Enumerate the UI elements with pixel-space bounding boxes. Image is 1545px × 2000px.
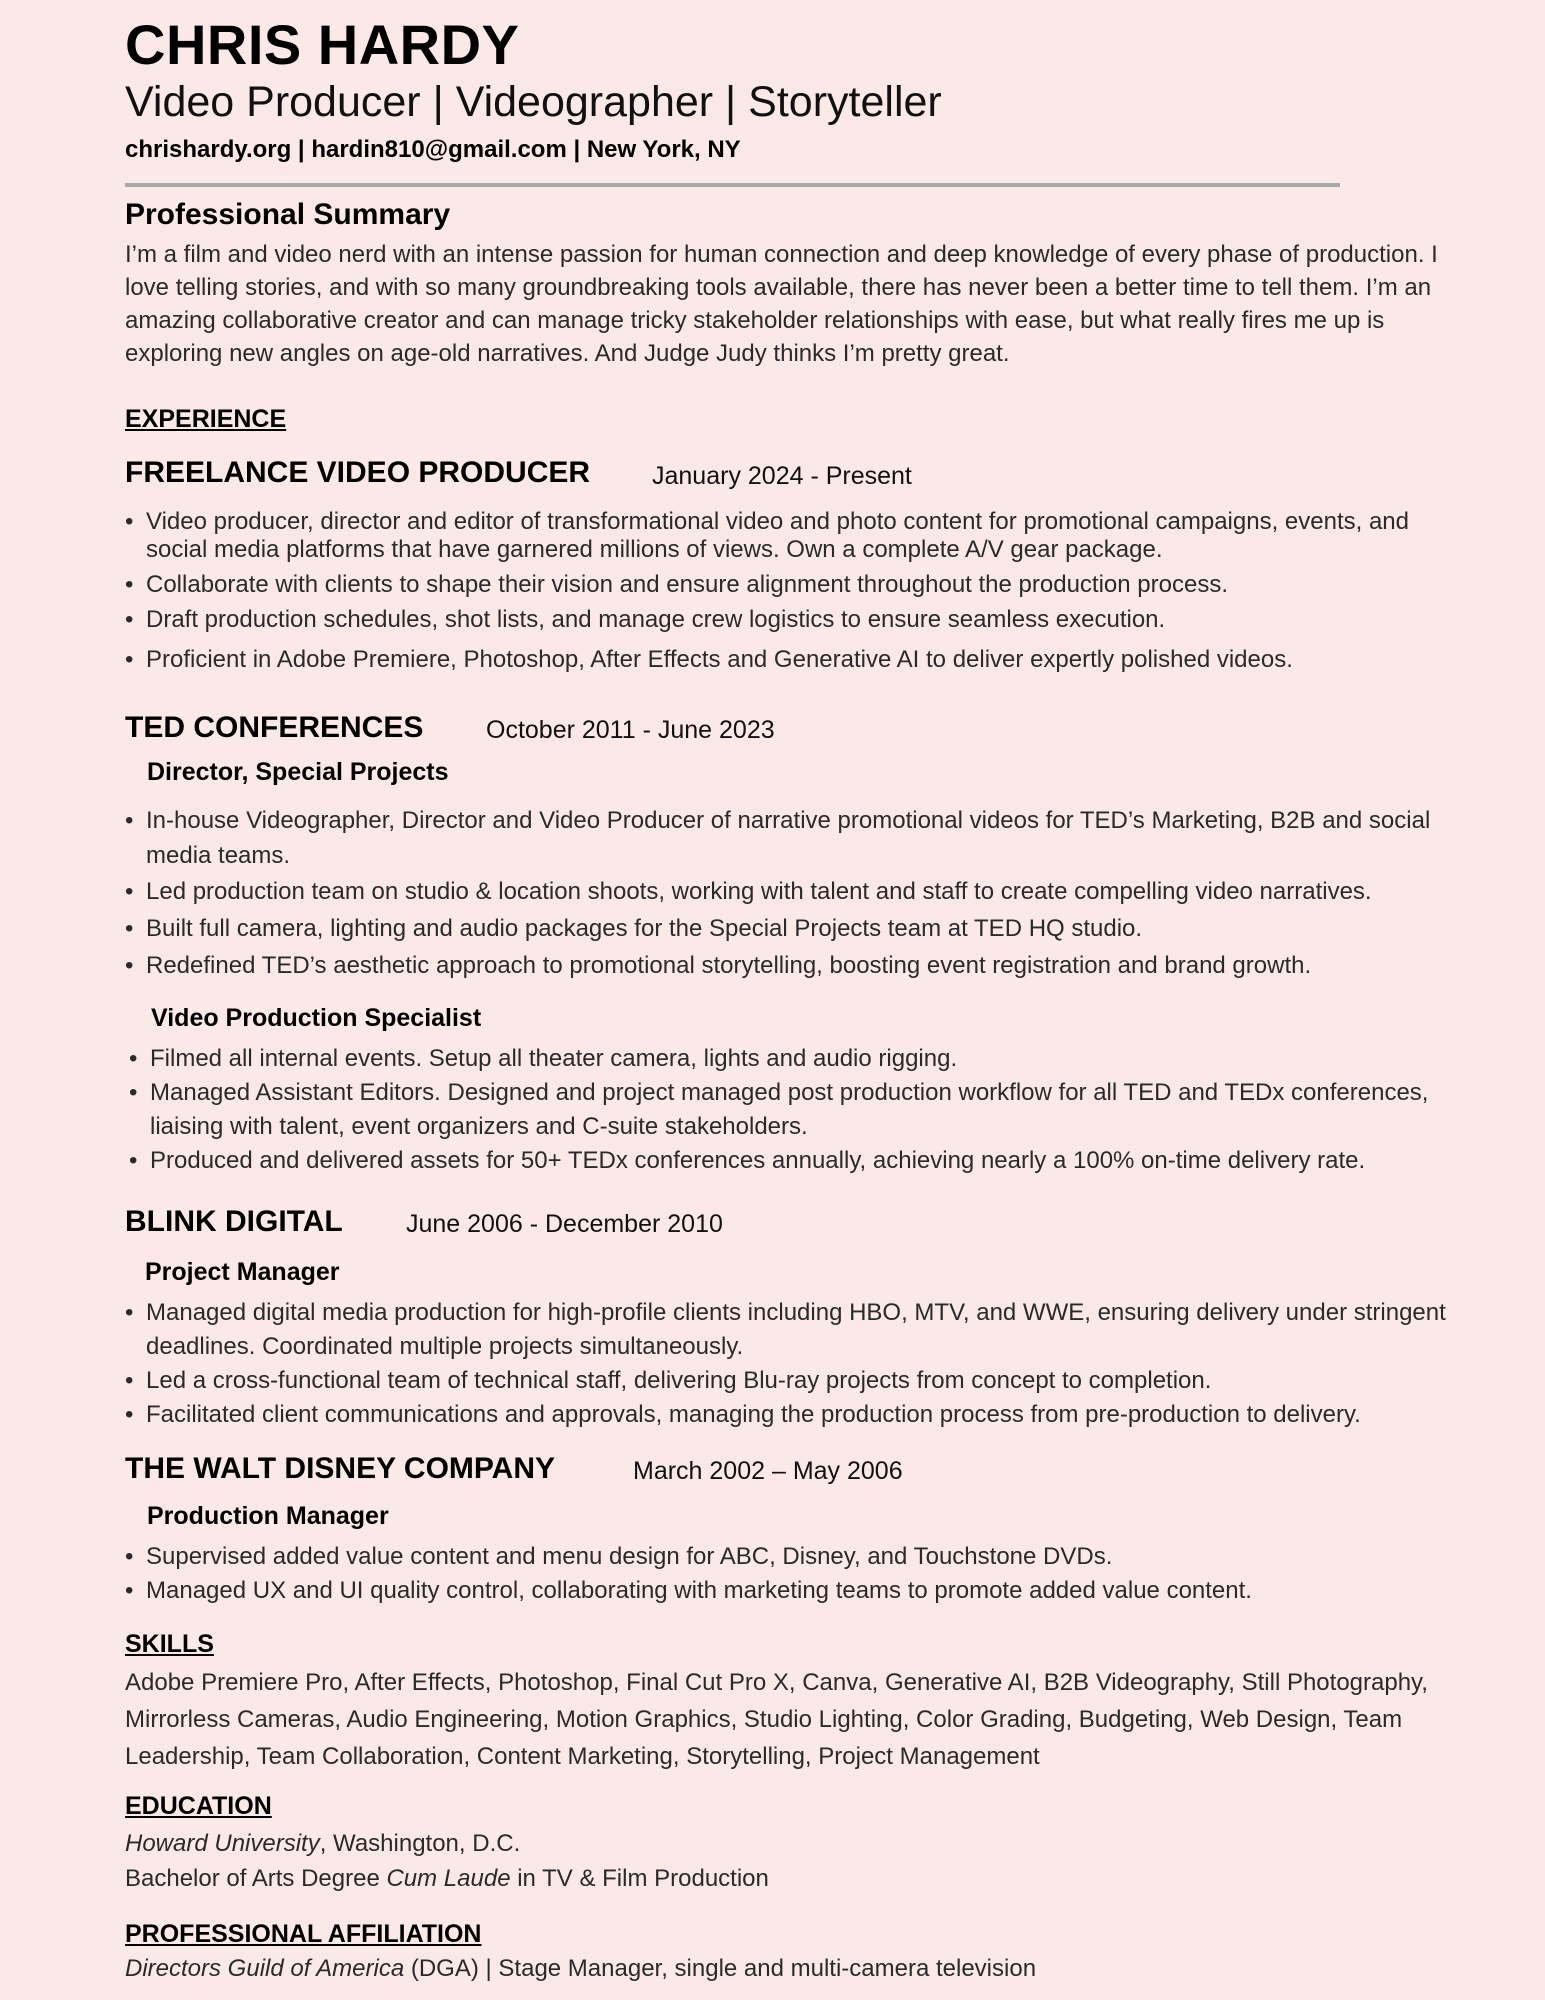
bullet-item: • Proficient in Adobe Premiere, Photoshop, After Effects and Generative AI to deliver expertly polished videos. [146, 646, 1456, 674]
job-role: Project Manager [145, 1258, 340, 1286]
bullet-item: • Collaborate with clients to shape their vision and ensure alignment throughout the production process. [146, 571, 1456, 599]
bullet-item: • Produced and delivered assets for 50+ TEDx conferences annually, achieving nearly a 100% on-time delivery rate. [150, 1144, 1460, 1178]
education-heading: EDUCATION [125, 1792, 272, 1820]
bullet-item: • Filmed all internal events. Setup all theater camera, lights and audio rigging. [150, 1042, 1460, 1076]
job-role: Director, Special Projects [147, 758, 449, 786]
summary-text: I’m a film and video nerd with an intense passion for human connection and deep knowledge of every phase of production. I love telling stories, and with so many groundbreaking tools available, there has never been a better time to tell them. I’m an amazing collaborative creator and can manage tricky stakeholder relationships with ease, but what really fires me up is exploring new angles on age-old narratives. And Judge Judy thinks I’m pretty great. [125, 241, 1438, 367]
summary-heading: Professional Summary [125, 198, 451, 231]
header-divider [125, 183, 1340, 187]
bullet-item: • Led a cross-functional team of technical staff, delivering Blu-ray projects from concept to completion. [146, 1364, 1456, 1398]
affiliation-detail: (DGA) | Stage Manager, single and multi-camera television [404, 1955, 1037, 1982]
candidate-tagline: Video Producer | Videographer | Storyteller [125, 78, 942, 126]
job-company: THE WALT DISNEY COMPANY [125, 1452, 556, 1485]
job-bullet-list [146, 803, 1456, 984]
skills-heading: SKILLS [125, 1630, 214, 1658]
job-bullet-list [146, 1540, 1456, 1608]
job-company: BLINK DIGITAL [125, 1205, 343, 1238]
bullet-item: • Facilitated client communications and approvals, managing the production process from pre-production to delivery. [146, 1398, 1456, 1432]
affiliation-line [125, 1955, 1036, 1983]
bullet-item: • Built full camera, lighting and audio packages for the Special Projects team at TED HQ studio. [146, 910, 1456, 947]
experience-heading: EXPERIENCE [125, 405, 287, 433]
bullet-item: • Managed digital media production for high-profile clients including HBO, MTV, and WWE, ensuring delivery under stringent deadlines. Coordinated multiple projects simultaneously. [146, 1296, 1456, 1364]
job-company: TED CONFERENCES [125, 711, 424, 744]
bullet-item: • Draft production schedules, shot lists, and manage crew logistics to ensure seamless execution. [146, 606, 1456, 634]
candidate-name: CHRIS HARDY [125, 13, 520, 76]
job-dates: October 2011 - June 2023 [486, 716, 775, 744]
education-school-line [125, 1830, 520, 1858]
job-bullet-list [150, 1042, 1460, 1178]
education-degree-line [125, 1865, 769, 1893]
job-bullet-list [146, 508, 1456, 674]
school-name: Howard University [125, 1830, 320, 1857]
bullet-item: • In-house Videographer, Director and Video Producer of narrative promotional videos for TED’s Marketing, B2B and social media teams. [146, 803, 1456, 873]
degree-honor: Cum Laude [386, 1865, 511, 1892]
affiliation-heading: PROFESSIONAL AFFILIATION [125, 1920, 482, 1948]
affiliation-org: Directors Guild of America [125, 1955, 405, 1982]
bullet-item: • Video producer, director and editor of transformational video and photo content for promotional campaigns, events, and social media platforms that have garnered millions of views. Own a complete A/V gear package. [146, 508, 1456, 564]
bullet-item: • Redefined TED’s aesthetic approach to promotional storytelling, boosting event registration and brand growth. [146, 947, 1456, 984]
job-role: Production Manager [147, 1502, 389, 1530]
job-dates: March 2002 – May 2006 [633, 1457, 903, 1485]
job-company: FREELANCE VIDEO PRODUCER [125, 456, 591, 489]
job-role: Video Production Specialist [151, 1004, 482, 1032]
job-dates: January 2024 - Present [652, 462, 912, 490]
school-location: , Washington, D.C. [319, 1830, 521, 1857]
degree-field: in TV & Film Production [510, 1865, 769, 1892]
bullet-item: • Managed Assistant Editors. Designed and project managed post production workflow for all TED and TEDx conferences, liaising with talent, event organizers and C-suite stakeholders. [150, 1076, 1460, 1144]
degree-text: Bachelor of Arts Degree [125, 1865, 387, 1892]
bullet-item: • Led production team on studio & location shoots, working with talent and staff to create compelling video narratives. [146, 873, 1456, 910]
bullet-item: • Supervised added value content and menu design for ABC, Disney, and Touchstone DVDs. [146, 1540, 1456, 1574]
job-dates: June 2006 - December 2010 [406, 1210, 723, 1238]
skills-text: Adobe Premiere Pro, After Effects, Photoshop, Final Cut Pro X, Canva, Generative AI, B2B Videography, Still Photography, Mirrorless Cameras, Audio Engineering, Motion Graphics, Studio Lighting, Color Grading, Budgeting, Web Design, Team Leadership, Team Collaboration, Content Marketing, Storytelling, Project Management [125, 1669, 1428, 1770]
contact-line: chrishardy.org | hardin810@gmail.com | New York, NY [125, 136, 741, 163]
job-bullet-list [146, 1296, 1456, 1432]
bullet-item: • Managed UX and UI quality control, collaborating with marketing teams to promote added value content. [146, 1574, 1456, 1608]
